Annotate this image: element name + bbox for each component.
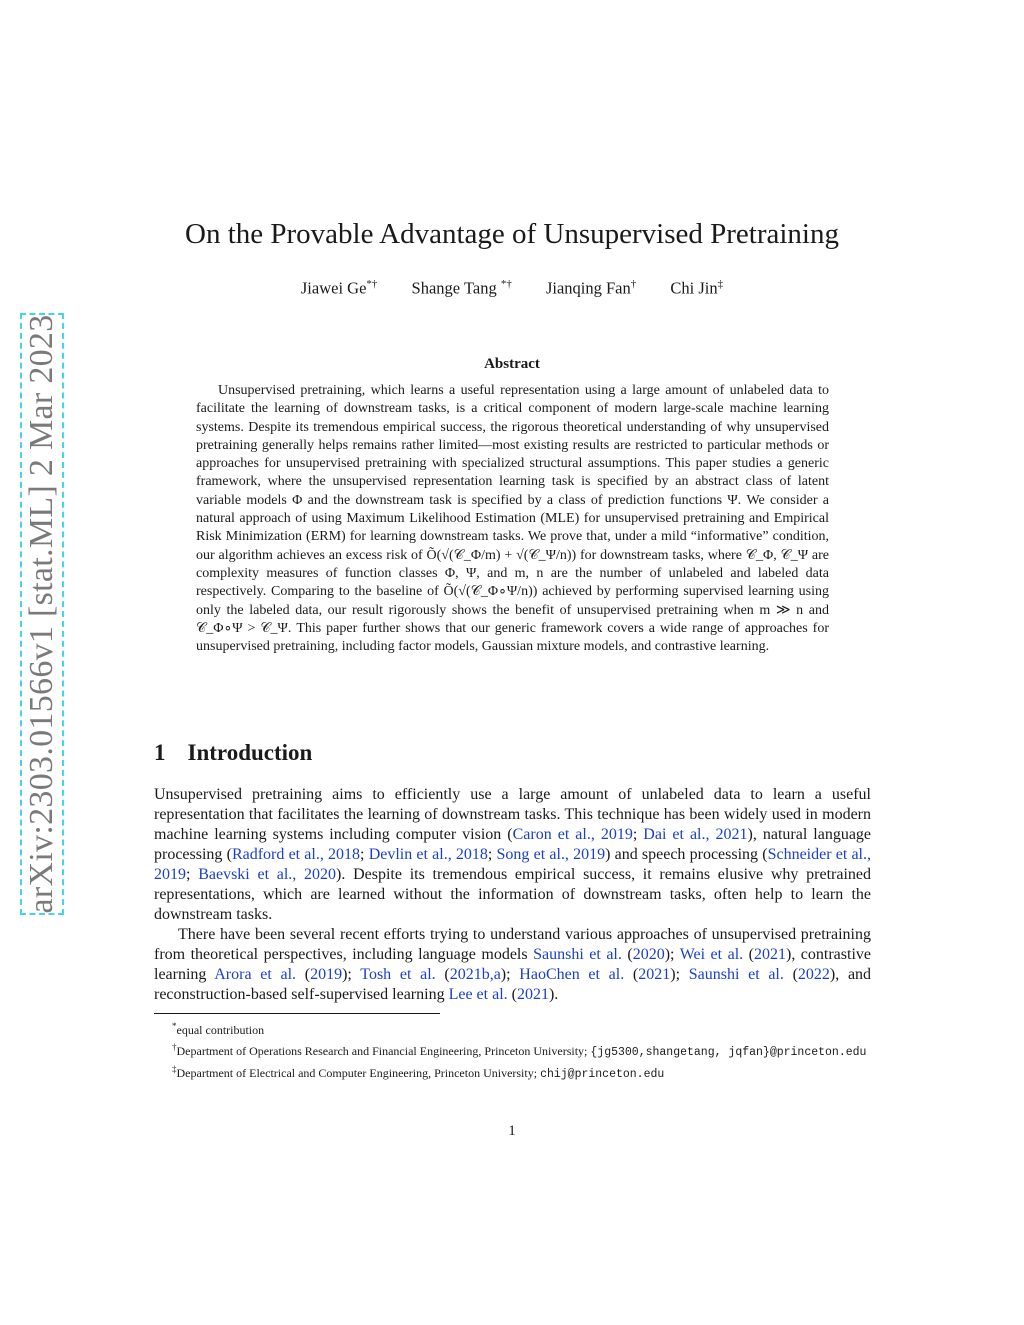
intro-paragraph-2: There have been several recent efforts trying to understand various approaches of unsupervised pretraining from theoretical perspectives, including language models Saunshi et al. (2020); Wei et al. (2021), contrastive learning Arora et al. (2019); Tosh et al. (2021b,a); HaoChen et al. (2021); Saunshi et al. (2022), and reconstruction-based self-supervised learning Lee et al. (2021). — [154, 926, 872, 1003]
citation-year-link[interactable]: 2021 — [753, 946, 786, 963]
footnote: *equal contribution — [172, 1021, 265, 1037]
citation-link[interactable]: Wei et al. — [679, 946, 744, 963]
citation-link[interactable]: Dai et al., 2021 — [643, 826, 748, 843]
paper-title: On the Provable Advantage of Unsupervised Pretraining — [185, 218, 839, 250]
abstract-body: Unsupervised pretraining, which learns a useful representation using a large amount of unlabeled data to facilitate the learning of downstream tasks, is a critical component of modern large-scale machine learning systems. Despite its tremendous empirical success, the rigorous theoretical understanding of why unsupervised pretraining generally helps remains rather limited—most existing results are restricted to particular methods or approaches for unsupervised pretraining with specialized structural assumptions. This paper studies a generic framework, where the unsupervised representation learning task is specified by an abstract class of latent variable models Φ and the downstream task is specified by a class of prediction functions Ψ. We consider a natural approach of using Maximum Likelihood Estimation (MLE) for unsupervised pretraining and Empirical Risk Minimization (ERM) for learning downstream tasks. We prove that, under a mild “informative” condition, our algorithm achieves an excess risk of Õ(√(𝒞_Φ/m) + √(𝒞_Ψ/n)) for downstream tasks, where 𝒞_Φ, 𝒞_Ψ are complexity measures of function classes Φ, Ψ, and m, n are the number of unlabeled and labeled data respectively. Comparing to the baseline of Õ(√(𝒞_Φ∘Ψ/n)) achieved by performing supervised learning using only the labeled data, our result rigorously shows the benefit of unsupervised pretraining when m ≫ n and 𝒞_Φ∘Ψ > 𝒞_Ψ. This paper further shows that our generic framework covers a wide range of approaches for unsupervised pretraining, including factor models, Gaussian mixture models, and contrastive learning. — [196, 383, 829, 655]
citation-link[interactable]: Saunshi et al. — [533, 946, 622, 963]
citation-link[interactable]: Saunshi et al. — [688, 966, 784, 983]
footnotes — [154, 1018, 871, 1084]
author: Shange Tang *† — [411, 278, 512, 298]
citation-link[interactable]: Schneider et al., 2019 — [154, 846, 872, 883]
page-number: 1 — [508, 1123, 516, 1139]
citation-year-link[interactable]: 2020 — [632, 946, 665, 963]
citation-link[interactable]: Radford et al., 2018 — [231, 846, 361, 863]
citation-link[interactable]: Arora et al. — [214, 966, 297, 983]
footnote: †Department of Operations Research and Financial Engineering, Princeton University; {jg5300,shangetang, jqfan}@princeton.edu — [172, 1041, 867, 1059]
citation-link[interactable]: Caron et al., 2019 — [512, 826, 633, 843]
citation-year-link[interactable]: 2021b,a — [449, 966, 501, 983]
citation-link[interactable]: Lee et al. — [448, 986, 508, 1003]
citation-link[interactable]: Song et al., 2019 — [496, 846, 606, 863]
citation-year-link[interactable]: 2021 — [516, 986, 549, 1003]
footnote-divider — [154, 1013, 440, 1014]
intro-paragraph-1: Unsupervised pretraining aims to efficiently use a large amount of unlabeled data to learn a useful representation that facilitates the learning of downstream tasks. This technique has been widely used in modern machine learning systems including computer vision (Caron et al., 2019; Dai et al., 2021), natural language processing (Radford et al., 2018; Devlin et al., 2018; Song et al., 2019) and speech processing (Schneider et al., 2019; Baevski et al., 2020). Despite its tremendous empirical success, it remains elusive why pretrained representations, which are learned without the information of downstream tasks, often help to learn the downstream tasks. — [154, 786, 872, 923]
email-address: chij@princeton.edu — [540, 1068, 665, 1081]
citation-link[interactable]: Baevski et al., 2020 — [198, 866, 337, 883]
email-address: {jg5300,shangetang, jqfan}@princeton.edu — [590, 1045, 867, 1059]
author: Chi Jin‡ — [670, 278, 724, 298]
section-number: 1 — [154, 740, 166, 765]
author-list — [0, 278, 1024, 299]
section-heading — [154, 740, 312, 766]
author: Jiawei Ge*† — [300, 278, 378, 298]
arxiv-identifier: arXiv:2303.01566v1 [stat.ML] 2 Mar 2023 — [23, 314, 60, 914]
abstract-heading: Abstract — [484, 356, 540, 372]
citation-link[interactable]: Tosh et al. — [360, 966, 436, 983]
citation-link[interactable]: HaoChen et al. — [519, 966, 625, 983]
citation-link[interactable]: Devlin et al., 2018 — [368, 846, 488, 863]
citation-year-link[interactable]: 2022 — [797, 966, 830, 983]
author: Jianqing Fan† — [545, 278, 637, 298]
section-title: Introduction — [187, 740, 313, 765]
footnote: ‡Department of Electrical and Computer Engineering, Princeton University; chij@princeton.edu — [172, 1064, 665, 1081]
citation-year-link[interactable]: 2021 — [638, 966, 671, 983]
citation-year-link[interactable]: 2019 — [310, 966, 343, 983]
